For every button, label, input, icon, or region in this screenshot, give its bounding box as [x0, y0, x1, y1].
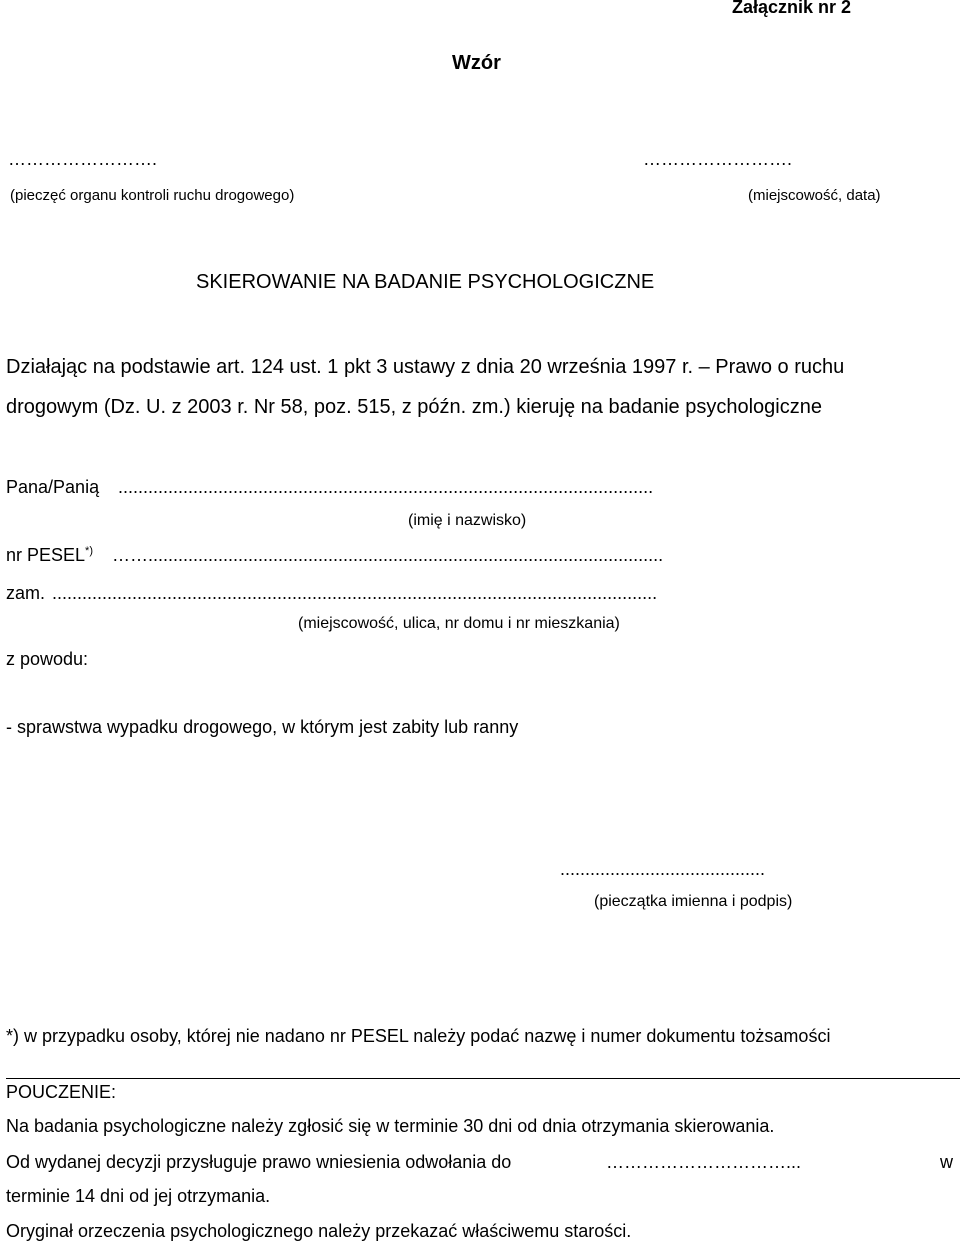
- address-dots: .........................................................................................................................: [52, 583, 658, 603]
- notice-line-2-dots: …………………………...: [606, 1152, 802, 1172]
- template-label: Wzór: [452, 52, 501, 74]
- reason-label: z powodu:: [6, 649, 89, 669]
- notice-divider: [6, 1078, 960, 1079]
- place-date-dots: …………………….: [643, 149, 793, 169]
- notice-heading: POUCZENIE:: [6, 1082, 117, 1102]
- signature-dots: .........................................: [560, 859, 766, 879]
- person-label: Pana/Panią: [6, 477, 100, 497]
- person-dots: ...........................................................................................................: [118, 477, 654, 497]
- annex-label: Załącznik nr 2: [732, 0, 852, 17]
- intro-line-2: drogowym (Dz. U. z 2003 r. Nr 58, poz. 515, z późn. zm.) kieruję na badanie psychologiczne: [6, 396, 822, 418]
- signature-caption: (pieczątka imienna i podpis): [594, 893, 793, 910]
- notice-line-3: terminie 14 dni od jej otrzymania.: [6, 1186, 271, 1206]
- document-title: SKIEROWANIE NA BADANIE PSYCHOLOGICZNE: [196, 271, 655, 293]
- notice-line-2-start: Od wydanej decyzji przysługuje prawo wniesienia odwołania do: [6, 1152, 512, 1172]
- address-caption: (miejscowość, ulica, nr domu i nr mieszkania): [298, 615, 620, 632]
- place-date-caption: (miejscowość, data): [748, 187, 881, 204]
- intro-line-1: Działając na podstawie art. 124 ust. 1 pkt 3 ustawy z dnia 20 września 1997 r. – Prawo o ruchu: [6, 356, 845, 378]
- notice-line-1: Na badania psychologiczne należy zgłosić się w terminie 30 dni od dnia otrzymania skierowania.: [6, 1116, 775, 1136]
- footnote: *) w przypadku osoby, której nie nadano nr PESEL należy podać nazwę i numer dokumentu tożsamości: [6, 1026, 831, 1046]
- notice-line-2-end: w: [940, 1152, 953, 1172]
- reason-item: - sprawstwa wypadku drogowego, w którym jest zabity lub ranny: [6, 717, 519, 737]
- pesel-footnote-marker: *): [85, 545, 93, 557]
- stamp-caption: (pieczęć organu kontroli ruchu drogowego): [10, 187, 295, 204]
- notice-line-4: Oryginał orzeczenia psychologicznego należy przekazać właściwemu starości.: [6, 1221, 632, 1241]
- pesel-label: nr PESEL: [6, 545, 86, 565]
- pesel-line: [6, 545, 93, 566]
- address-label: zam.: [6, 583, 46, 603]
- pesel-dots: …….......................................................................................................: [112, 545, 664, 565]
- stamp-dots: …………………….: [8, 149, 158, 169]
- person-caption: (imię i nazwisko): [408, 512, 527, 529]
